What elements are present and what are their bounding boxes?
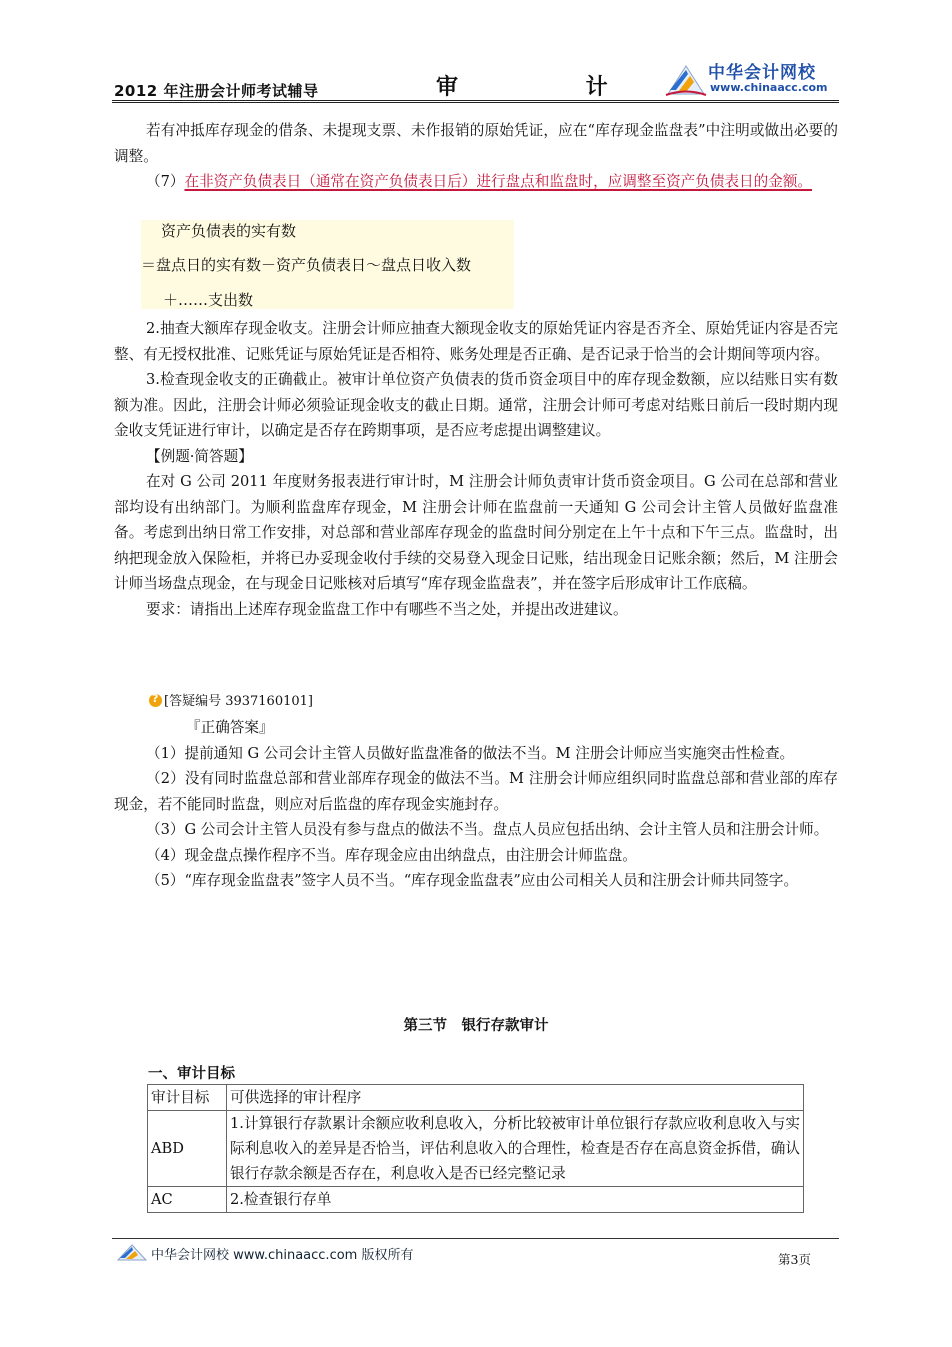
question-number-text: [答疑编号 3937160101] <box>164 694 313 709</box>
formula-line-2: ＝盘点日的实有数－资产负债表日～盘点日收入数 <box>141 256 472 274</box>
answer-item: （5）“库存现金监盘表”签字人员不当。“库存现金监盘表”应由公司相关人员和注册会计师共同签字。 <box>146 872 799 889</box>
footer-divider <box>112 1238 839 1239</box>
requirement: 要求：请指出上述库存现金监盘工作中有哪些不当之处，并提出改进建议。 <box>146 600 628 618</box>
header-divider <box>112 100 839 103</box>
table-header: 可供选择的审计程序 <box>227 1085 804 1111</box>
header-subject-title: 审 计 <box>436 75 668 100</box>
paragraph: 在对 G 公司 2011 年度财务报表进行审计时，M 注册会计师负责审计货币资金项目。G 公司在总部和营业部均设有出纳部门。为顺利监盘库存现金，M 注册会计师在监盘前一天通知 G 公司会计主管人员做好监盘准备。考虑到出纳日常工作安排，对总部和营业部库存现金的监盘时间分别定在上午十点和下午三点。监盘时，出纳把现金放入保险柜，并将已办妥现金收付手续的交易登入现金日记账，结出现金日记账余额；然后，M 注册会计师当场盘点现金，在与现金日记账核对后填写“库存现金监盘表”，并在签字后形成审计工作底稿。 <box>114 473 838 592</box>
highlighted-paragraph <box>114 169 838 195</box>
paragraph: 若有冲抵库存现金的借条、未提现支票、未作报销的原始凭证，应在“库存现金监盘表”中注明或做出必要的调整。 <box>114 122 838 165</box>
paragraph: 3.检查现金收支的正确截止。被审计单位资产负债表的货币资金项目中的库存现金数额，应以结账日实有数额为准。因此，注册会计师必须验证现金收支的截止日期。通常，注册会计师可考虑对结账日前后一段时期内现金收支凭证进行审计，以确定是否存在跨期事项，是否应考虑提出调整建议。 <box>114 371 838 439</box>
question-number[interactable] <box>149 690 313 709</box>
answer-item: （3）G 公司会计主管人员没有参与盘点的做法不当。盘点人员应包括出纳、会计主管人员和注册会计师。 <box>146 821 829 838</box>
table-cell: ABD <box>148 1111 227 1187</box>
answer-label: 『正确答案』 <box>186 719 274 736</box>
page-number: 第3页 <box>778 1252 811 1267</box>
answer-item: （4）现金盘点操作程序不当。库存现金应由出纳盘点，由注册会计师监盘。 <box>146 846 637 864</box>
footer-logo-icon <box>116 1242 148 1262</box>
header-course-title: 2012 年注册会计师考试辅导 <box>114 82 319 100</box>
table-cell: 2.检查银行存单 <box>227 1187 804 1213</box>
subsection-title: 一、审计目标 <box>148 1066 235 1082</box>
item-number: （7） <box>146 173 185 190</box>
answer-item: （2）没有同时监盘总部和营业部库存现金的做法不当。M 注册会计师应组织同时监盘总部和营业部的库存现金，若不能同时监盘，则应对后监盘的库存现金实施封存。 <box>114 770 838 813</box>
question-icon <box>149 694 162 707</box>
paragraph: 2.抽查大额库存现金收支。注册会计师应抽查大额现金收支的原始凭证内容是否齐全、原始凭证内容是否完整、有无授权批准、记账凭证与原始凭证是否相符、账务处理是否正确、是否记录于恰当的会计期间等项内容。 <box>114 320 838 363</box>
section-title: 第三节 银行存款审计 <box>403 1018 549 1034</box>
answer-section <box>114 715 838 894</box>
table-cell: 1.计算银行存款累计余额应收利息收入，分析比较被审计单位银行存款应收利息收入与实际利息收入的差异是否恰当，评估利息收入的合理性，检查是否存在高息资金拆借，确认银行存款余额是否存在，利息收入是否已经完整记录 <box>227 1111 804 1187</box>
example-label: 【例题·简答题】 <box>146 447 253 465</box>
formula-line-1: 资产负债表的实有数 <box>161 222 297 240</box>
formula-line-3: ＋……支出数 <box>163 291 254 309</box>
site-logo <box>664 58 840 100</box>
main-content-continued <box>114 316 838 622</box>
audit-procedure-table <box>147 1084 804 1213</box>
table-cell: AC <box>148 1187 227 1213</box>
table-header: 审计目标 <box>148 1085 227 1111</box>
table-row <box>148 1187 804 1213</box>
logo-mark-icon <box>664 60 708 98</box>
footer-copyright: 中华会计网校 www.chinaacc.com 版权所有 <box>151 1248 414 1263</box>
logo-url: www.chinaacc.com <box>710 81 828 94</box>
logo-name: 中华会计网校 <box>708 63 816 83</box>
table-header-row <box>148 1085 804 1111</box>
highlighted-text: 在非资产负债表日（通常在资产负债表日后）进行盘点和监盘时，应调整至资产负债表日的金额。 <box>184 173 813 190</box>
main-content <box>114 118 838 195</box>
table-row <box>148 1111 804 1187</box>
answer-item: （1）提前通知 G 公司会计主管人员做好监盘准备的做法不当。M 注册会计师应当实施突击性检查。 <box>146 744 795 762</box>
formula-box <box>141 220 514 309</box>
